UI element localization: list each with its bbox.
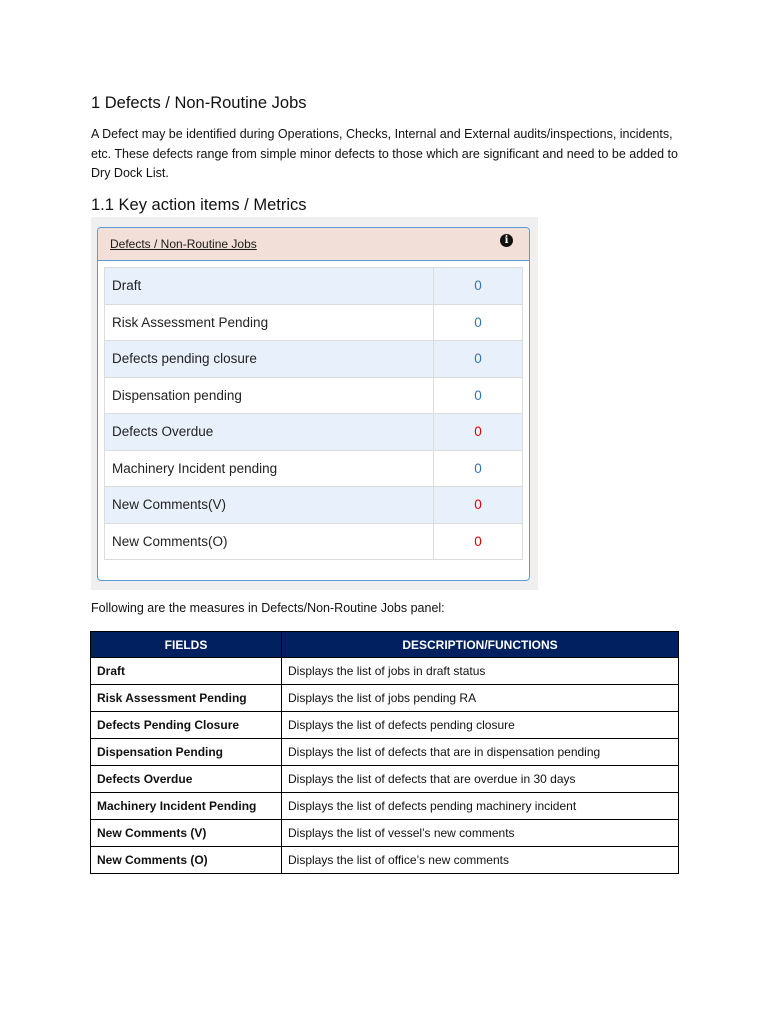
field-description: Displays the list of jobs in draft status <box>282 658 679 685</box>
table-row <box>91 793 679 820</box>
description-header: DESCRIPTION/FUNCTIONS <box>282 632 679 658</box>
section-heading: 1 Defects / Non-Routine Jobs <box>91 94 307 112</box>
metric-count[interactable]: 0 <box>434 523 523 560</box>
fields-header-row <box>91 632 679 658</box>
field-name: Risk Assessment Pending <box>91 685 282 712</box>
metric-row[interactable] <box>105 341 523 378</box>
field-description: Displays the list of jobs pending RA <box>282 685 679 712</box>
table-caption: Following are the measures in Defects/Non-Routine Jobs panel: <box>91 601 445 615</box>
metric-label: Dispensation pending <box>105 377 434 414</box>
field-description: Displays the list of defects that are in dispensation pending <box>282 739 679 766</box>
table-row <box>91 820 679 847</box>
metric-count[interactable]: 0 <box>434 450 523 487</box>
info-icon[interactable]: i <box>500 234 513 247</box>
metric-label: Machinery Incident pending <box>105 450 434 487</box>
table-row <box>91 712 679 739</box>
metric-count[interactable]: 0 <box>434 487 523 524</box>
metric-row[interactable] <box>105 414 523 451</box>
metric-row[interactable] <box>105 304 523 341</box>
subsection-heading: 1.1 Key action items / Metrics <box>91 196 307 214</box>
metric-label: New Comments(O) <box>105 523 434 560</box>
metric-count[interactable]: 0 <box>434 268 523 305</box>
table-row <box>91 847 679 874</box>
panel-title-link[interactable]: Defects / Non-Routine Jobs <box>110 237 257 251</box>
field-description: Displays the list of defects that are overdue in 30 days <box>282 766 679 793</box>
metric-row[interactable] <box>105 487 523 524</box>
field-name: New Comments (O) <box>91 847 282 874</box>
field-description: Displays the list of defects pending closure <box>282 712 679 739</box>
table-row <box>91 658 679 685</box>
field-name: Draft <box>91 658 282 685</box>
metric-count[interactable]: 0 <box>434 414 523 451</box>
metric-row[interactable] <box>105 268 523 305</box>
metric-label: Risk Assessment Pending <box>105 304 434 341</box>
defects-panel <box>97 227 530 581</box>
field-description: Displays the list of defects pending machinery incident <box>282 793 679 820</box>
fields-header: FIELDS <box>91 632 282 658</box>
field-name: Defects Pending Closure <box>91 712 282 739</box>
metric-label: Defects Overdue <box>105 414 434 451</box>
metrics-table <box>104 267 523 560</box>
panel-header <box>98 228 529 261</box>
metric-count[interactable]: 0 <box>434 304 523 341</box>
field-name: Machinery Incident Pending <box>91 793 282 820</box>
metric-label: Defects pending closure <box>105 341 434 378</box>
fields-table <box>90 631 679 874</box>
metric-label: Draft <box>105 268 434 305</box>
table-row <box>91 685 679 712</box>
field-name: Defects Overdue <box>91 766 282 793</box>
metric-row[interactable] <box>105 377 523 414</box>
field-description: Displays the list of vessel’s new comments <box>282 820 679 847</box>
metric-label: New Comments(V) <box>105 487 434 524</box>
metric-row[interactable] <box>105 523 523 560</box>
table-row <box>91 766 679 793</box>
field-description: Displays the list of office’s new comments <box>282 847 679 874</box>
field-name: New Comments (V) <box>91 820 282 847</box>
intro-paragraph: A Defect may be identified during Operations, Checks, Internal and External audits/inspections, incidents, etc. These defects range from simple minor defects to those which are significant and need to be added to Dry Dock List. <box>91 127 678 180</box>
field-name: Dispensation Pending <box>91 739 282 766</box>
panel-screenshot <box>91 217 538 590</box>
metric-row[interactable] <box>105 450 523 487</box>
table-row <box>91 739 679 766</box>
metric-count[interactable]: 0 <box>434 341 523 378</box>
metric-count[interactable]: 0 <box>434 377 523 414</box>
